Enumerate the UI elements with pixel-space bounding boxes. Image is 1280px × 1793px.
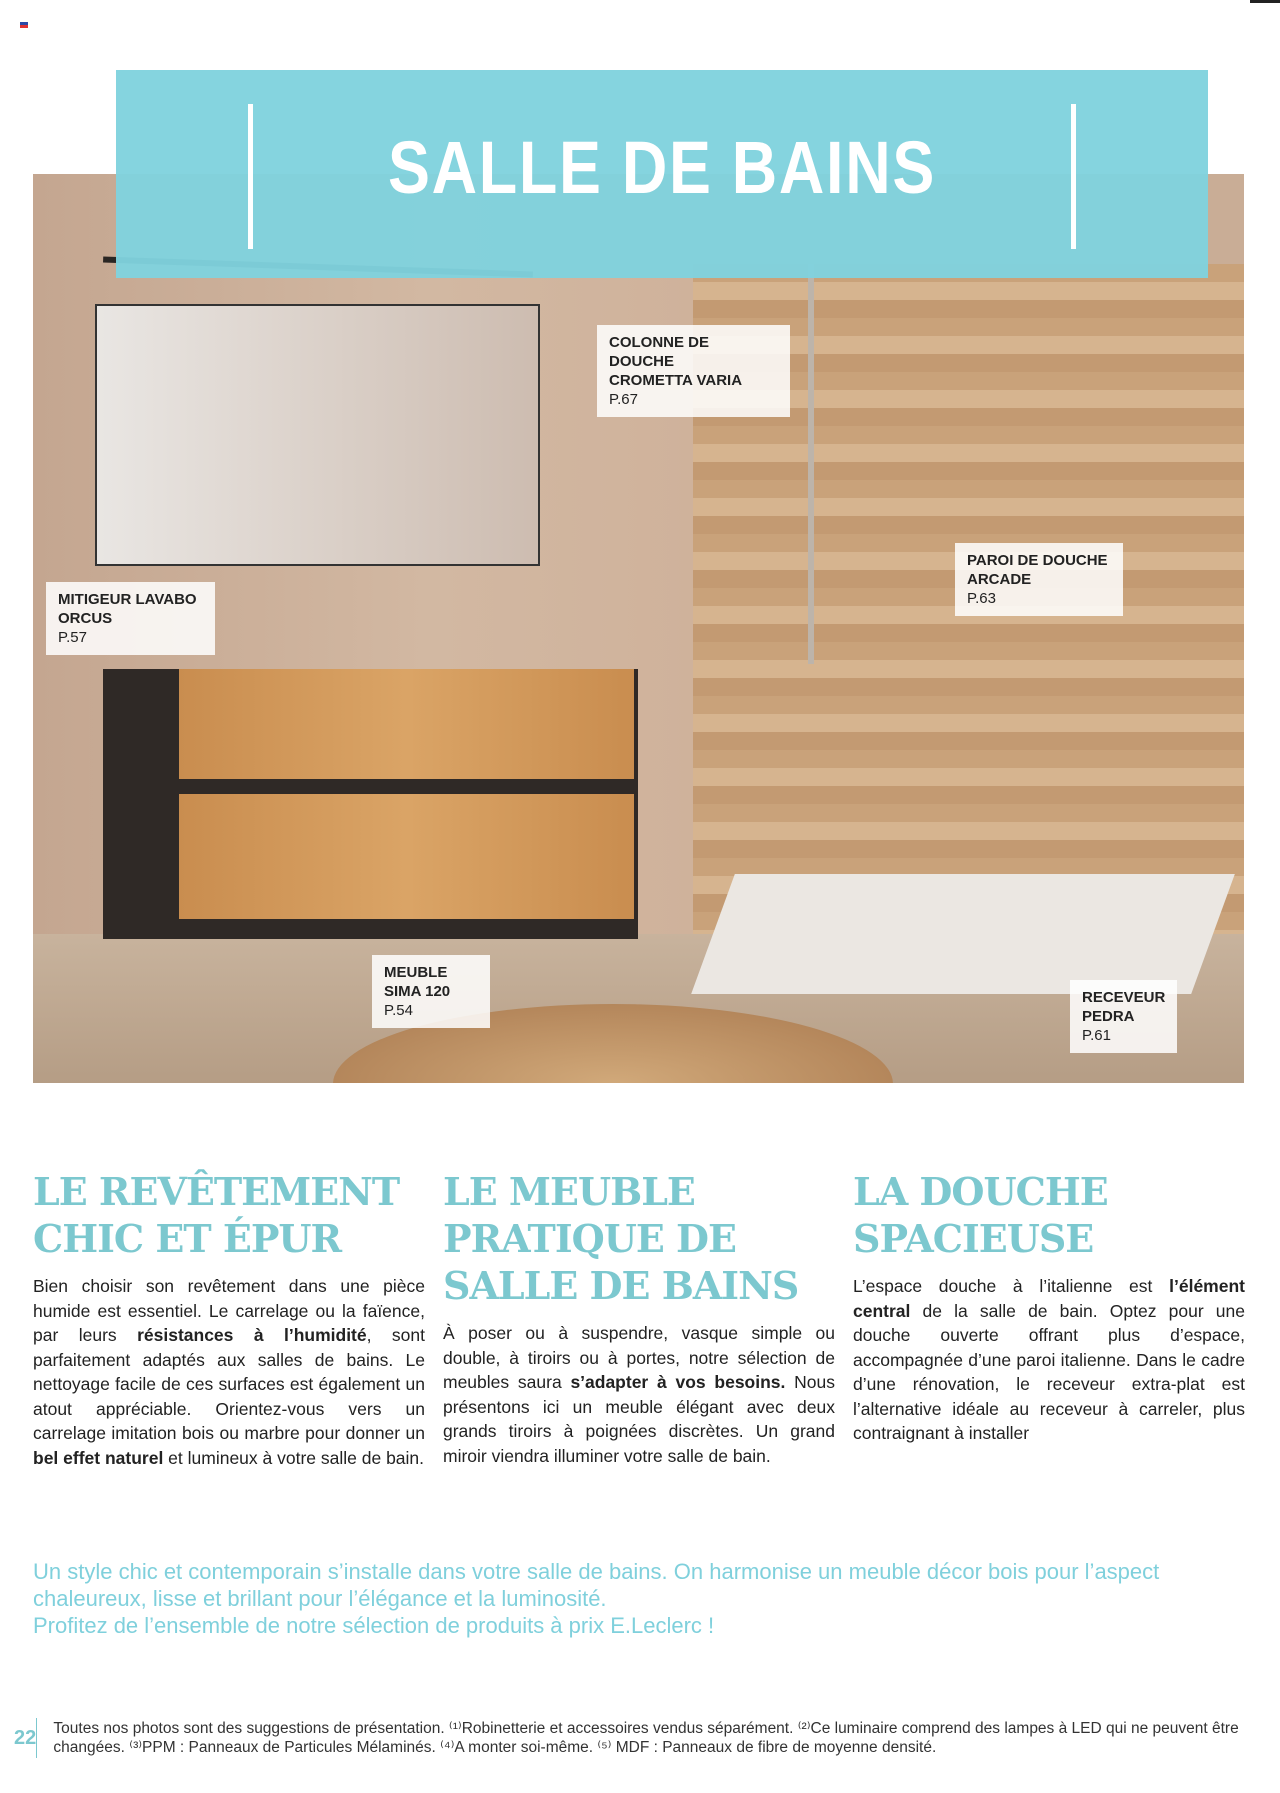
tag-line: PAROI DE DOUCHE	[967, 552, 1108, 569]
page-number: 22	[14, 1726, 37, 1749]
body-text: L’espace douche à l’italienne est	[853, 1276, 1170, 1296]
tag-line: MITIGEUR LAVABO	[58, 591, 197, 608]
shower-tray	[691, 874, 1235, 994]
body-emphasis: résistances à l’humidité	[137, 1325, 367, 1345]
shower-column	[808, 264, 814, 664]
section-body	[33, 1274, 425, 1470]
page-title: SALLE DE BAINS	[387, 126, 937, 209]
section-body	[443, 1321, 835, 1468]
body-text: et lumineux à votre salle de bain.	[163, 1447, 425, 1468]
corner-mark	[1250, 0, 1280, 3]
tag-line: PEDRA	[1082, 1008, 1135, 1025]
title-banner	[116, 70, 1208, 278]
tag-page: P.57	[58, 629, 87, 646]
section-body	[853, 1274, 1245, 1446]
body-text: Bien choisir son revêtement dans une pièce humide est essentiel. Le carrelage ou la faïence, par leurs	[33, 1276, 425, 1345]
intro-text	[33, 1558, 1248, 1639]
section-douche	[853, 1168, 1245, 1446]
tag-line: SIMA 120	[384, 983, 451, 1000]
drawer-bottom	[179, 794, 634, 919]
flag-icon	[20, 22, 28, 28]
tag-line: RECEVEUR	[1082, 989, 1166, 1006]
vanity-cabinet	[103, 669, 638, 939]
tag-page: P.54	[384, 1002, 413, 1019]
footnotes: Toutes nos photos sont des suggestions de présentation. ⁽¹⁾Robinetterie et accessoires vendus séparément. ⁽²⁾Ce luminaire comprend des lampes à LED qui ne peuvent être changées. ⁽³⁾PPM : Panneaux de Particules Mélaminés. ⁽⁴⁾A monter soi-même. ⁽⁵⁾ MDF : Panneaux de fibre de moyenne densité.	[53, 1720, 1239, 1756]
drawer-top	[179, 669, 634, 779]
section-heading: LE REVÊTEMENT CHIC ET ÉPUR	[33, 1169, 400, 1261]
tag-page: P.67	[609, 391, 638, 408]
section-meuble	[443, 1168, 835, 1468]
section-heading: LA DOUCHE SPACIEUSE	[853, 1169, 1108, 1261]
body-text: Nous présentons ici un meuble élégant avec deux grands tiroirs à poignées discrètes. Un grand miroir viendra illuminer votre salle de bain.	[443, 1372, 835, 1466]
tag-page: P.63	[967, 590, 996, 607]
tag-line: MEUBLE	[384, 964, 448, 981]
tag-line: COLONNE DE DOUCHE	[609, 334, 710, 370]
body-emphasis: bel effet naturel	[33, 1447, 164, 1468]
section-revetement	[33, 1168, 425, 1470]
tag-line: CROMETTA VARIA	[609, 372, 743, 389]
mirror	[95, 304, 540, 566]
body-text: , sont parfaitement adaptés aux salles de bains. Le nettoyage facile de ces surfaces est également un atout appréciable. Orientez-vous vers un carrelage imitation bois ou marbre pour donner un	[33, 1325, 425, 1443]
intro-line: Profitez de l’ensemble de notre sélection de produits à prix E.Leclerc !	[33, 1613, 715, 1638]
tag-line: ORCUS	[58, 610, 113, 627]
body-emphasis: l’élément central	[853, 1276, 1245, 1321]
section-heading: LE MEUBLE PRATIQUE DE SALLE DE BAINS	[443, 1169, 799, 1308]
product-tag	[597, 325, 790, 417]
intro-line: Un style chic et contemporain s’installe dans votre salle de bains. On harmonise un meuble décor bois pour l’aspect chaleureux, lisse et brillant pour l’élégance et la luminosité.	[33, 1559, 1160, 1611]
body-text: À poser ou à suspendre, vasque simple ou double, à tiroirs ou à portes, notre sélection de meubles saura	[443, 1323, 835, 1392]
product-tag	[372, 955, 490, 1028]
product-tag	[1070, 980, 1177, 1053]
footer	[14, 1718, 1264, 1758]
tag-page: P.61	[1082, 1027, 1111, 1044]
divider	[36, 1718, 37, 1758]
product-tag	[46, 582, 215, 655]
tag-line: ARCADE	[967, 571, 1032, 588]
product-tag	[955, 543, 1123, 616]
body-emphasis: s’adapter à vos besoins.	[570, 1372, 786, 1392]
body-text: de la salle de bain. Optez pour une douche ouverte offrant plus d’espace, accompagnée d’une paroi italienne. Dans le cadre d’une rénovation, le receveur extra-plat est l’alternative idéale au receveur à carreler, plus contraignant à installer	[853, 1300, 1245, 1443]
